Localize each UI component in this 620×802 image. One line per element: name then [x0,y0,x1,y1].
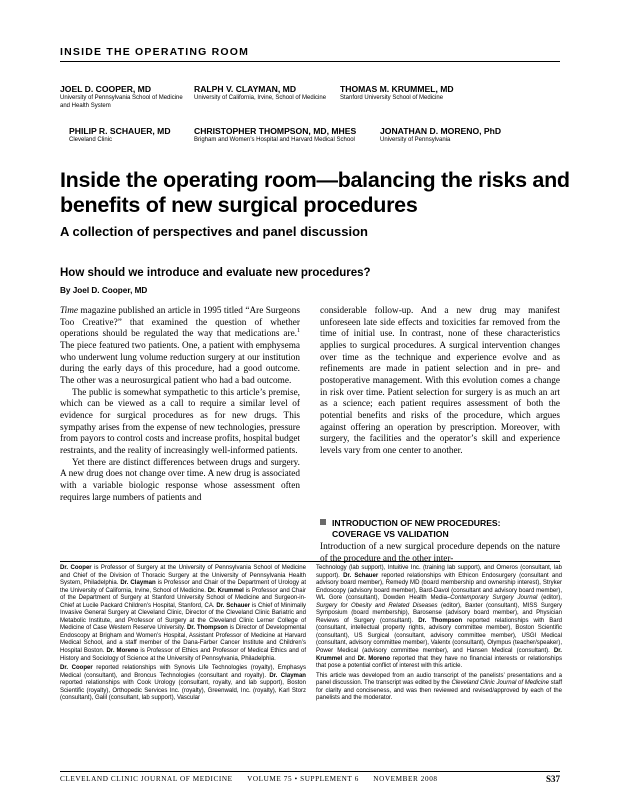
footnote-text: (editor), [537,595,562,602]
footnote-rule [60,561,560,562]
author-affiliation: University of Pennsylvania School of Medicine and Health System [60,95,183,109]
footnote-text: is Professor and Chair of the Department of Urology at the University of California, Irvine, School of Medicine. [60,580,306,594]
footnote-text: reported relationships with Ethicon Endosurgery (consultant and advisory board member), Remedy MD (board membership and ownership interest), Stryker Endoscopy (advisory board member), Bard-Davol (consultant and advisory board member), WL Gore (consultant), Dowden Health Media– [316,572,563,602]
journal-name: CLEVELAND CLINIC JOURNAL OF MEDICINE [60,775,233,783]
author-ref: Dr. Thompson [187,625,228,632]
footnote-text: This article was developed from an audio transcript of the panelists’ presentations and a panel discussion. The transcript was edited by the [316,672,562,687]
publication-title: Surgery for Obesity and Related Diseases [316,602,438,609]
author-krummel [340,84,540,103]
publication-title: Cleveland Clinic Journal of Medicine [451,680,549,687]
footnote-text: is Professor of Surgery at the University of Pennsylvania School of Medicine and Chief of the Division of Thoracic Surgery at the University of Pennsylvania Health System, Philadelphia. [60,565,306,587]
article-subtitle: A collection of perspectives and panel discussion [60,224,368,239]
body-column-right [320,306,560,458]
footnote-text: reported relationships with Synovis Life Technologies (royalty), Emphasys Medical (consultant), and Broncus Technologies (consultant and royalty). [60,665,306,679]
author-name: JONATHAN D. MORENO, PhD [380,126,502,136]
author-affiliation: Brigham and Women’s Hospital and Harvard Medical School [194,137,355,143]
author-ref: Dr. Cooper [60,665,93,672]
author-schauer [69,126,189,145]
author-name: THOMAS M. KRUMMEL, MD [340,84,454,94]
author-name: CHRISTOPHER THOMPSON, MD, MHES [194,126,357,136]
footnote-text: reported relationships with Bard (consultant, intellectual property rights, advisory committee member), Boston Scientific (consultant), US Surgical (consultant, advisory committee member), USGI Medical (consultant, advisory committee member), Valentx (consultant), Olympus (teacher/speaker), Power Medical (advisory committee member), and Hansen Medical (consultant). [316,617,562,655]
footnote-text: is Professor of Ethics and Professor of Medical Ethics and of History and Sociology of Science at the University of Pennsylvania, Philadelphia. [60,648,306,662]
author-ref: Dr. Clayman [120,580,156,587]
footnote-text: is Chief of Minimally Invasive General Surgery at Cleveland Clinic, Director of the Cleveland Clinic Bariatric and Metabolic Institute, and Professor of Surgery at the Cleveland Clinic Lerner College of Medicine of Case Western Reserve University. [60,602,306,632]
body-paragraph: Introduction of a new surgical procedure depends on the nature of the procedure and the other inter- [320,542,560,564]
author-ref: Dr. Schauer [343,572,379,579]
footnote-paragraph [60,665,306,703]
page-footer [60,775,560,783]
author-moreno [380,126,560,145]
footnote-text: is Director of Developmental Endoscopy at Brigham and Women’s Hospital, Assistant Professor of Medicine at Harvard Medical School, and a staff member of the Dana-Farber Cancer Institute and Children’s Hospital Boston. [60,625,306,655]
subsection-heading-line: INTRODUCTION OF NEW PROCEDURES: [332,518,501,528]
square-bullet-icon [320,519,326,525]
author-cooper [60,84,190,110]
footnote-text: staff for clarity and conciseness, and was then reviewed and revised/approved by each of the panelists and the moderator. [316,680,562,702]
body-text: magazine published an article in 1995 titled “Are Surgeons Too Creative?” that examined the question of whether operations should be regulated the way that medications are. [60,306,300,340]
footnote-paragraph [316,565,562,671]
author-clayman [194,84,334,103]
subsection-heading-line: COVERAGE VS VALIDATION [332,529,449,539]
author-ref: Dr. Thompson [418,617,463,624]
body-column-left [60,306,300,504]
volume-info: VOLUME 75 • SUPPLEMENT 6 [247,775,359,783]
footnotes-left [60,565,306,705]
author-thompson [194,126,374,145]
footnote-text: reported that they have no financial interests or relationships that pose a potential conflict of interest with this article. [316,655,562,670]
section-question-heading: How should we introduce and evaluate new procedures? [60,267,371,279]
footer-rule [60,771,560,772]
article-title: Inside the operating room—balancing the risks and benefits of new surgical procedures [60,168,570,217]
byline: By Joel D. Cooper, MD [60,286,148,295]
author-name: JOEL D. COOPER, MD [60,84,152,94]
author-ref: Dr. Clayman [269,672,306,679]
body-paragraph [60,306,300,388]
issue-date: NOVEMBER 2008 [373,775,438,783]
author-ref: Dr. Cooper [60,565,92,571]
footnote-text: (editor), Baxter (consultant), MISS Surgery Symposium (board membership), Barosense (advisory board member), and Physician Reviews of Surgery (consultant). [316,602,562,624]
publication-title: Contemporary Surgery Journal [450,595,538,602]
reference-marker: 1 [297,328,300,335]
body-paragraph: The public is somewhat sympathetic to this article’s premise, which can be viewed as a call to require a similar level of evidence for surgical procedures as for new drugs. This sympathy arises from the expense of new technologies, pressure from payors to control costs and increase profits, hospital budget restraints, and the reality of increasingly well-informed patients. [60,387,300,456]
author-ref: Dr. Moreno [106,648,139,655]
footnote-paragraph [60,565,306,663]
author-ref: Dr. Schauer [216,602,251,609]
author-ref: Dr. Moreno [357,655,391,662]
author-ref: Dr. Krummel [316,648,562,662]
magazine-name: Time [60,306,78,316]
page-number: S37 [545,774,560,784]
author-affiliation: University of California, Irvine, School of Medicine [194,95,327,101]
author-ref: Dr. Krummel [207,587,244,594]
author-name: RALPH V. CLAYMAN, MD [194,84,297,94]
footnote-paragraph [316,673,562,703]
author-affiliation: Cleveland Clinic [69,137,113,143]
footnotes-right [316,565,562,705]
author-name: PHILIP R. SCHAUER, MD [69,126,171,136]
author-affiliation: University of Pennsylvania [380,137,451,143]
footnote-text: reported relationships with Cook Urology (consultant, royalty, and lab support), Boston Scientific (royalty), Orthopedic Services Inc. (royalty), Greenwald, Inc. (royalty), Karl Storz (consultant), Galil (consultant, lab support), Vascular [60,680,306,702]
footnote-text: Technology (lab support), Intuitive Inc. (training lab support), and Omeros (consultant, lab support). [316,565,562,579]
body-text: The piece featured two patients. One, a patient with emphysema who underwent lung volume reduction surgery at our institution during the early days of this procedure, had a good outcome. The other was a neurosurgical patient who had a bad outcome. [60,340,300,386]
author-affiliation: Stanford University School of Medicine [340,95,444,101]
subsection-heading [320,518,560,540]
section-header: INSIDE THE OPERATING ROOM [60,46,250,58]
footnote-text: and [342,655,358,662]
header-rule [60,61,560,62]
footnote-text: is Professor and Chair of the Department of Surgery at Stanford University School of Medicine and Surgeon-in-Chief at Lucile Packard Children’s Hospital, Stanford, CA. [60,587,306,609]
body-paragraph: considerable follow-up. And a new drug may manifest unforeseen late side effects and toxicities far removed from the time of initial use. In contrast, none of these characteristics applies to surgical procedures. A surgical intervention changes over time as the technique and experience evolve and as refinements are made in patient selection and in pre- and postoperative management. With this evolution comes a change in risk over time. Patient selection for surgery is as much an art as a science; each patient requires assessment of both the potential benefits and risks of the procedure, which argues against offering an operation by prescription. Moreover, with surgery, the facilities and the operator’s skill and experience levels vary from one center to another. [320,306,560,456]
body-paragraph: Yet there are distinct differences between drugs and surgery. A new drug does not change over time. A new drug is associated with a variable biologic response whose assessment often requires large numbers of patients and [60,457,300,503]
